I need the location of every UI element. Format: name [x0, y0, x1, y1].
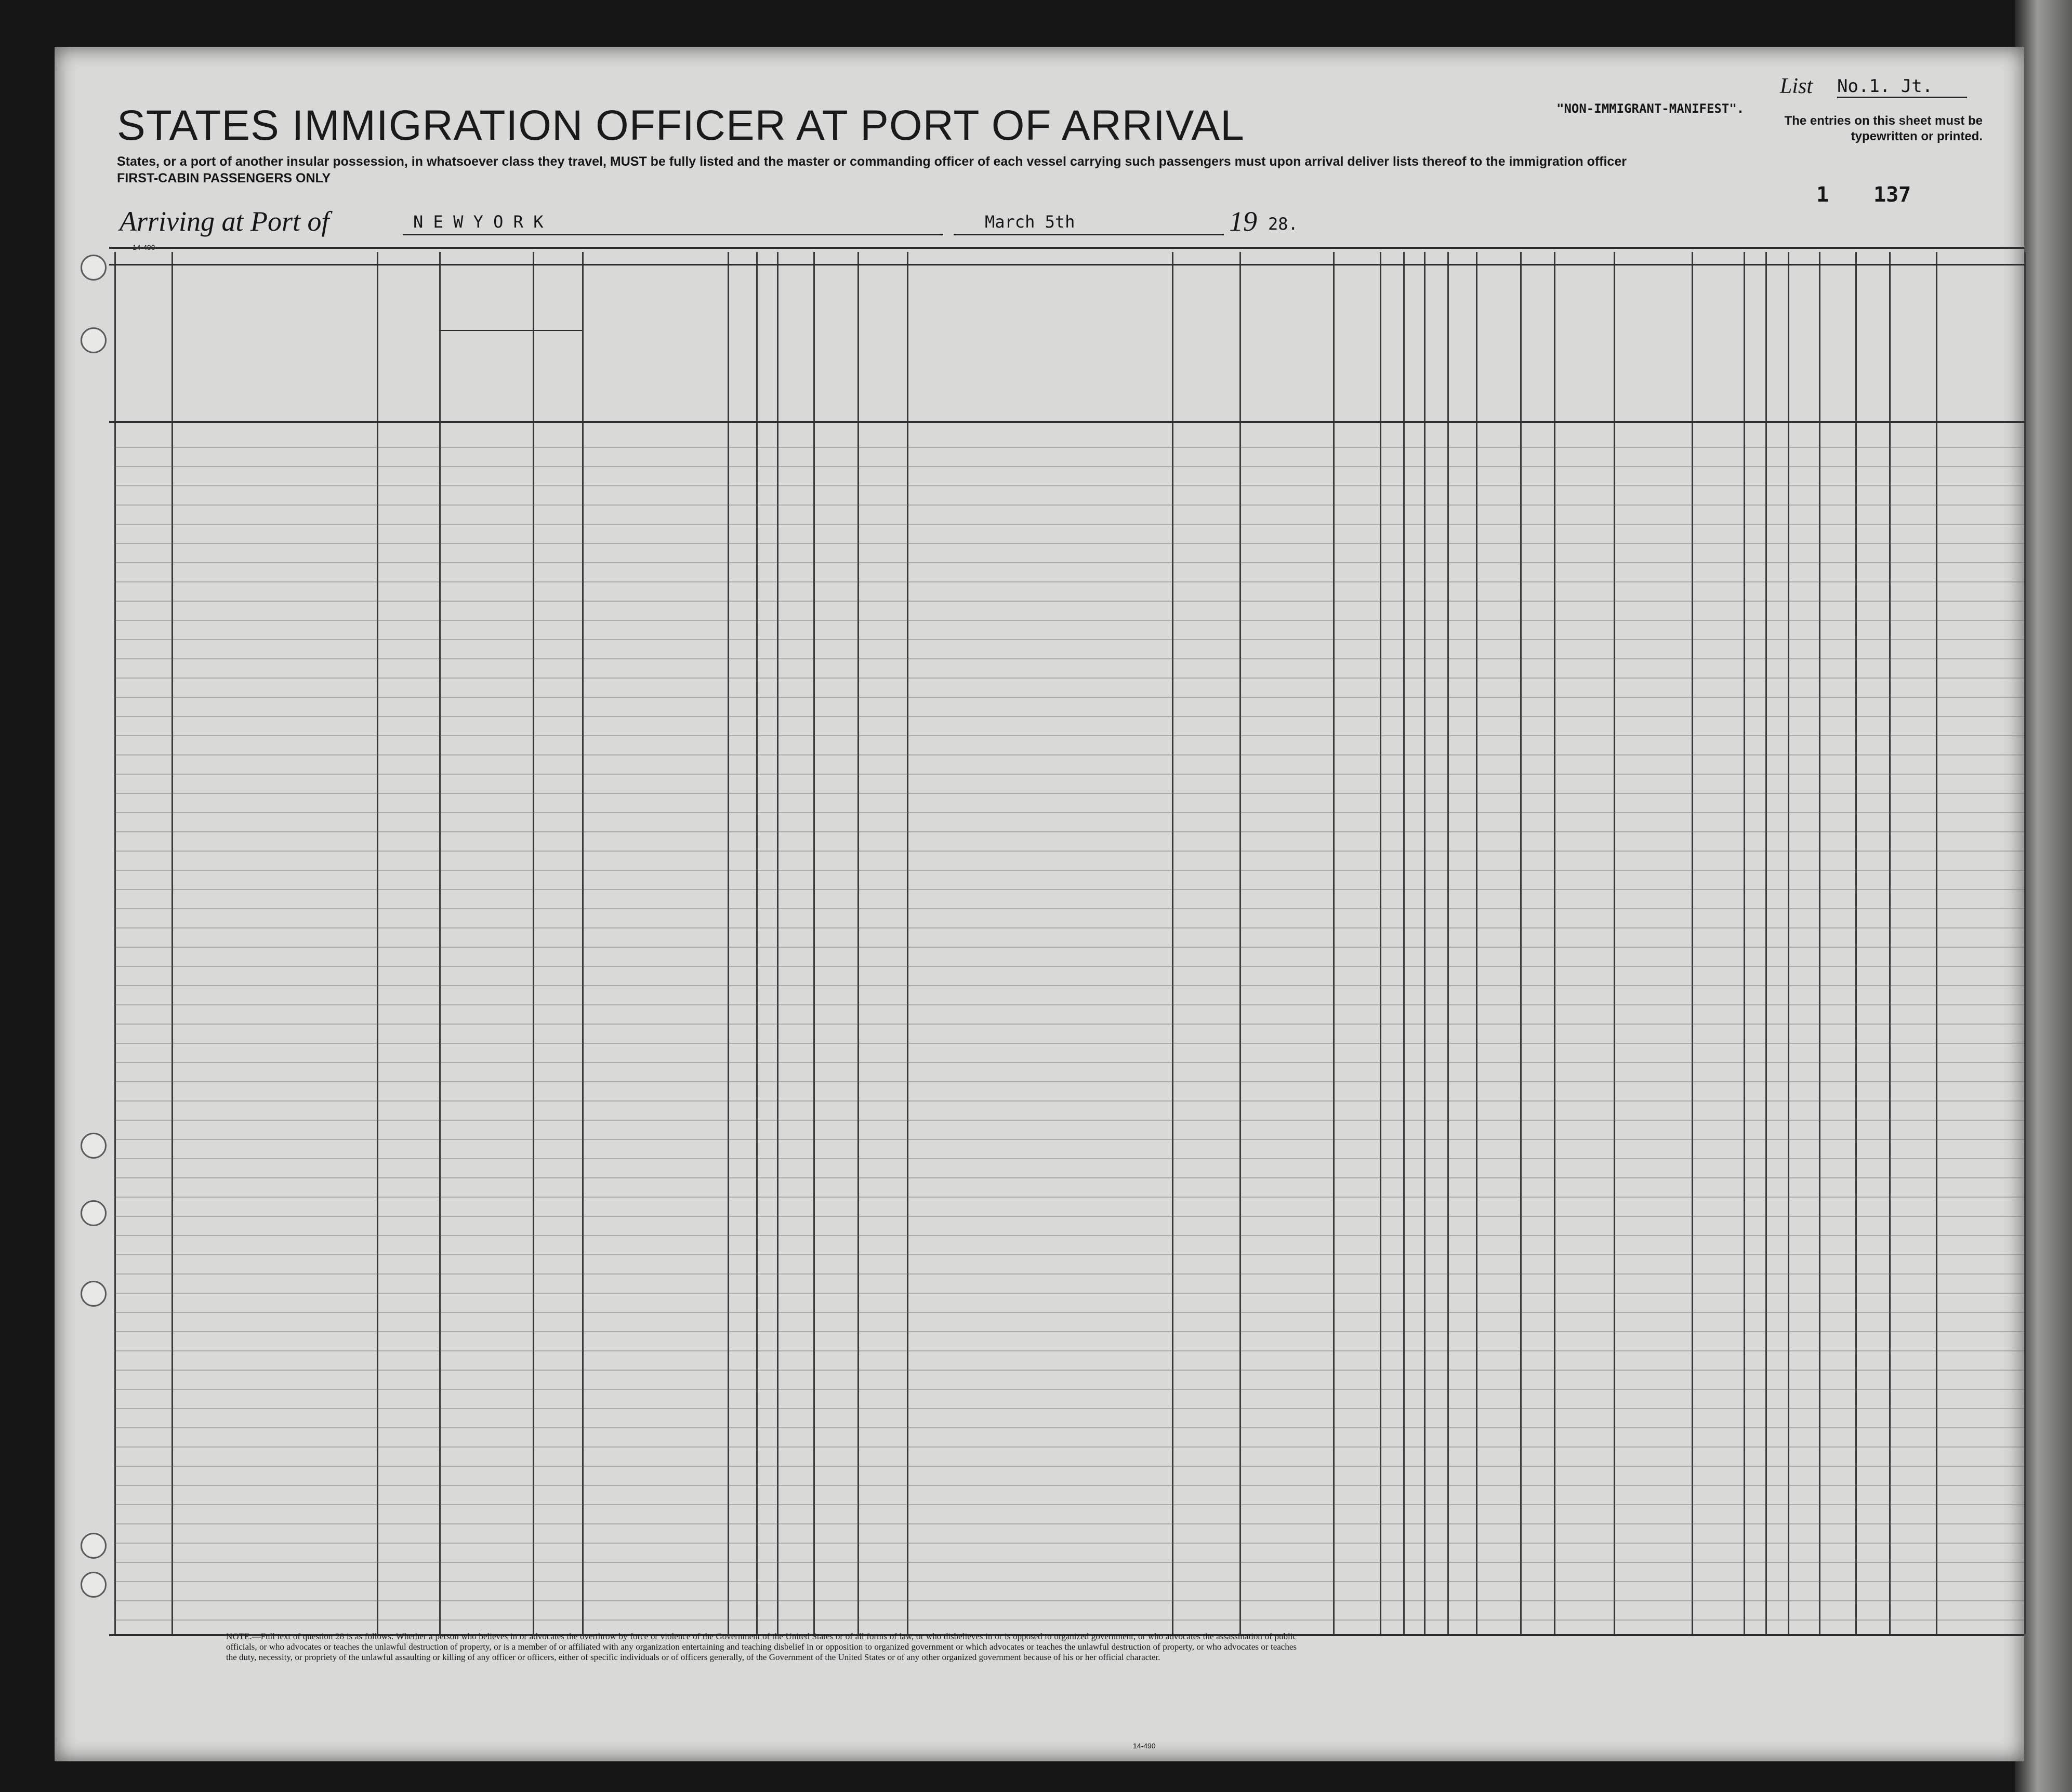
sheet-number: 137 [1873, 183, 1911, 207]
ledger-line [114, 697, 2024, 698]
ledger-line [114, 1523, 2024, 1524]
column-divider [377, 252, 378, 1634]
column-divider [1855, 252, 1857, 1634]
ledger-line [114, 1408, 2024, 1409]
ledger-line [114, 466, 2024, 467]
ledger-line [114, 812, 2024, 813]
ledger-line [114, 447, 2024, 448]
ledger-line [114, 1100, 2024, 1101]
footnote: NOTE.—Full text of question 28 is as follows: Whether a person who believes in or advocates the overthrow by force or violence of the Government of the United States or of all forms of law, or who disbelieves in or is opposed to organized government, or who advocates the assassination of public officials, or who advocates or teaches the unlawful destruction of property, or is a member of or affiliated with any organization entertaining and teaching disbelief in or opposition to organized government or which advocates or teaches the unlawful destruction of property, or who advocates or teaches the duty, necessity, or propriety of the unlawful assaulting or killing of any officer or officers, either of specific individuals or of officers generally, of the Government of the United States or of any other organized government because of his or her official character. [226, 1631, 1297, 1662]
column-divider [857, 252, 859, 1634]
ledger-line [114, 793, 2024, 794]
year-prefix: 19 [1229, 206, 1257, 237]
ledger-line [114, 1293, 2024, 1294]
page-title: STATES IMMIGRATION OFFICER AT PORT OF ARRIVAL [117, 102, 1245, 149]
ledger-line [114, 1331, 2024, 1332]
sheet-mark: 1 [1816, 183, 1829, 207]
ledger-line [114, 1446, 2024, 1448]
ledger-line [114, 658, 2024, 659]
ledger-line [114, 485, 2024, 486]
column-divider [777, 252, 778, 1634]
ledger-line [114, 774, 2024, 775]
ledger-line [114, 716, 2024, 717]
ledger-line [114, 754, 2024, 755]
punch-hole [81, 1533, 107, 1559]
column-divider [1765, 252, 1767, 1634]
punch-hole [81, 327, 107, 353]
punch-hole [81, 1572, 107, 1598]
ledger-line [114, 639, 2024, 640]
list-label: List [1780, 74, 1813, 98]
ledger-line [114, 1197, 2024, 1198]
ledger-line [114, 1620, 2024, 1621]
ledger-line [114, 1254, 2024, 1255]
column-divider [1936, 252, 1937, 1634]
ledger-line [114, 908, 2024, 909]
column-divider [1614, 252, 1615, 1634]
column-divider [907, 252, 908, 1634]
column-divider [1424, 252, 1426, 1634]
column-divider [171, 252, 173, 1634]
ledger-line [114, 505, 2024, 506]
ledger-line [114, 1562, 2024, 1563]
column-divider [1744, 252, 1745, 1634]
column-divider [1554, 252, 1555, 1634]
ledger-line [114, 1177, 2024, 1178]
header-bottom-rule [109, 421, 2024, 423]
list-number: No.1. Jt. [1837, 76, 1967, 98]
column-divider [114, 252, 116, 1634]
column-divider [1447, 252, 1449, 1634]
column-divider [582, 252, 584, 1634]
year-value: 28. [1268, 214, 1298, 234]
ledger-line [114, 1216, 2024, 1217]
ledger-line [114, 601, 2024, 602]
ledger-line [114, 889, 2024, 890]
subtitle-text: States, or a port of another insular possession, in whatsoever class they travel, MUST be fully listed and the master or commanding officer of each vessel carrying such passengers must upon arrival deliver lists thereof to the immigration officer [117, 154, 1627, 169]
column-divider [1889, 252, 1891, 1634]
port-value: N E W Y O R K [413, 212, 544, 232]
ledger-line [114, 831, 2024, 832]
ledger-line [114, 1273, 2024, 1275]
ledger-line [114, 1370, 2024, 1371]
subtitle-class: FIRST-CABIN PASSENGERS ONLY [117, 171, 331, 185]
ledger-line [114, 1543, 2024, 1544]
ledger-line [114, 1024, 2024, 1025]
ledger-line [114, 1485, 2024, 1486]
column-divider [1520, 252, 1522, 1634]
ledger-line [114, 1120, 2024, 1121]
column-divider [1403, 252, 1405, 1634]
ledger-line [114, 1581, 2024, 1582]
ledger-line [114, 966, 2024, 967]
ledger-line [114, 947, 2024, 948]
final-dest-rule [439, 330, 582, 331]
column-divider [756, 252, 758, 1634]
punch-hole [81, 1133, 107, 1159]
ledger-line [114, 562, 2024, 563]
ledger-line [114, 1004, 2024, 1005]
ledger-line [114, 927, 2024, 928]
column-divider [1819, 252, 1820, 1634]
column-divider [1380, 252, 1381, 1634]
column-divider [813, 252, 815, 1634]
entries-note: The entries on this sheet must be typewritten or printed. [1784, 114, 1983, 143]
ledger-line [114, 1350, 2024, 1351]
punch-hole [81, 1281, 107, 1307]
column-divider [533, 252, 534, 1634]
column-divider [439, 252, 441, 1634]
ledger-line [114, 1158, 2024, 1159]
ledger-line [114, 1043, 2024, 1044]
column-number-rule [109, 264, 2024, 266]
ledger-line [114, 851, 2024, 852]
ledger-line [114, 1427, 2024, 1428]
column-divider [1788, 252, 1789, 1634]
manifest-sheet [55, 47, 2024, 1761]
column-divider [2024, 252, 2026, 1634]
ledger-line [114, 870, 2024, 871]
ledger-line [114, 1600, 2024, 1601]
header-top-rule [109, 247, 2024, 249]
ledger-line [114, 1235, 2024, 1236]
ledger-line [114, 735, 2024, 736]
ledger-line [114, 1389, 2024, 1390]
column-divider [1476, 252, 1477, 1634]
column-divider [728, 252, 729, 1634]
manifest-type: "NON-IMMIGRANT-MANIFEST". [1556, 101, 1745, 116]
manifest-table [55, 47, 2024, 1761]
ledger-line [114, 678, 2024, 679]
ledger-line [114, 1139, 2024, 1140]
column-divider [1172, 252, 1173, 1634]
column-divider [1333, 252, 1335, 1634]
ledger-line [114, 543, 2024, 544]
column-divider [1692, 252, 1693, 1634]
ledger-line [114, 985, 2024, 986]
form-number-bottom: 14-490 [1133, 1742, 1156, 1750]
ledger-line [114, 620, 2024, 621]
ledger-line [114, 1504, 2024, 1505]
ledger-line [114, 1312, 2024, 1313]
punch-hole [81, 255, 107, 281]
ledger-line [114, 581, 2024, 582]
column-divider [1239, 252, 1241, 1634]
ledger-line [114, 1466, 2024, 1467]
punch-hole [81, 1200, 107, 1226]
ledger-line [114, 1062, 2024, 1063]
arrival-date: March 5th [985, 212, 1075, 232]
ledger-line [114, 1081, 2024, 1082]
port-label: Arriving at Port of [120, 206, 329, 237]
ledger-line [114, 524, 2024, 525]
